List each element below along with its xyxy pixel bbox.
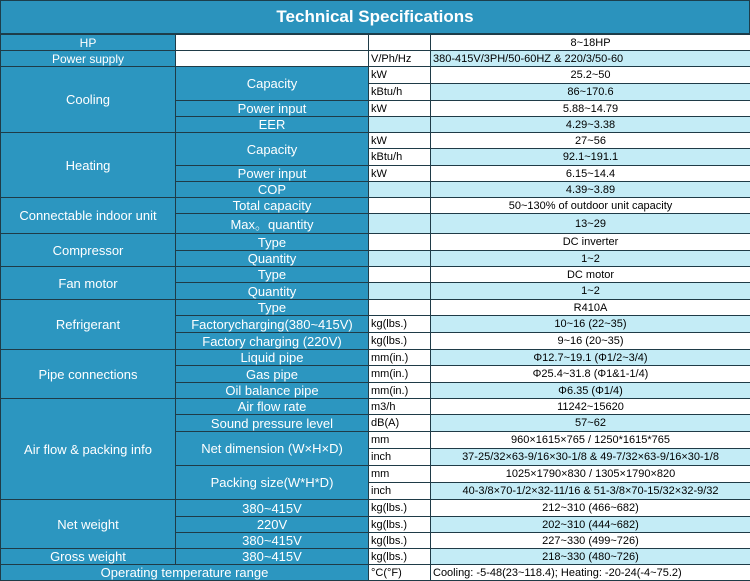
cooling-capacity-label: Capacity (176, 67, 369, 101)
liquid-pipe-label: Liquid pipe (176, 350, 369, 366)
table-row (1, 300, 750, 316)
value-cell: 37-25/32×63-9/16×30-1/8 & 49-7/32×63-9/16×30-1/8 (431, 449, 750, 466)
unit-cell: kW (369, 67, 431, 84)
table-row (1, 565, 750, 581)
unit-cell: kBtu/h (369, 84, 431, 101)
unit-cell: kg(lbs.) (369, 316, 431, 333)
table-row (1, 35, 750, 51)
net-weight-380-label: 380~415V (176, 500, 369, 517)
unit-cell: dB(A) (369, 415, 431, 432)
value-cell: 4.39~3.89 (431, 182, 750, 198)
table-row (1, 549, 750, 565)
fan-qty-label: Quantity (176, 283, 369, 300)
air-flow-rate-label: Air flow rate (176, 399, 369, 415)
oil-balance-pipe-label: Oil balance pipe (176, 383, 369, 399)
group-pipe-connections: Pipe connections (1, 350, 176, 399)
group-compressor: Compressor (1, 234, 176, 267)
group-gross-weight: Gross weight (1, 549, 176, 565)
table-row (1, 350, 750, 366)
group-heating: Heating (1, 133, 176, 198)
heating-power-input-label: Power input (176, 166, 369, 182)
value-cell: 92.1~191.1 (431, 149, 750, 166)
group-net-weight: Net weight (1, 500, 176, 549)
group-indoor-unit: Connectable indoor unit (1, 198, 176, 234)
total-capacity-label: Total capacity (176, 198, 369, 214)
factory-charging-380-label: Factorycharging(380~415V) (176, 316, 369, 333)
unit-cell: kg(lbs.) (369, 549, 431, 565)
heating-capacity-label: Capacity (176, 133, 369, 166)
gas-pipe-label: Gas pipe (176, 366, 369, 383)
table-row (1, 500, 750, 517)
net-dimension-label: Net dimension (W×H×D) (176, 432, 369, 466)
max-quantity-label: Max。quantity (176, 214, 369, 234)
value-cell: 5.88~14.79 (431, 101, 750, 117)
value-cell: Φ12.7~19.1 (Φ1/2~3/4) (431, 350, 750, 366)
compressor-type-label: Type (176, 234, 369, 251)
value-cell: 6.15~14.4 (431, 166, 750, 182)
value-cell: 227~330 (499~726) (431, 533, 750, 549)
cooling-power-input-label: Power input (176, 101, 369, 117)
value-cell: 27~56 (431, 133, 750, 149)
value-cell: Φ6.35 (Φ1/4) (431, 383, 750, 399)
table-row (1, 67, 750, 84)
unit-cell: kW (369, 101, 431, 117)
value-cell: 1~2 (431, 283, 750, 300)
row-label-power-supply: Power supply (1, 51, 176, 67)
table-row (1, 267, 750, 283)
group-refrigerant: Refrigerant (1, 300, 176, 350)
value-cell: 218~330 (480~726) (431, 549, 750, 565)
value-cell: 202~310 (444~682) (431, 517, 750, 533)
value-cell: 212~310 (466~682) (431, 500, 750, 517)
spec-table (0, 34, 750, 581)
unit-cell: kg(lbs.) (369, 333, 431, 350)
unit-cell: inch (369, 449, 431, 466)
row-label-operating-temp: Operating temperature range (1, 565, 369, 581)
unit-cell: kg(lbs.) (369, 500, 431, 517)
net-weight-380b-label: 380~415V (176, 533, 369, 549)
unit-cell: mm (369, 432, 431, 449)
factory-charging-220-label: Factory charging (220V) (176, 333, 369, 350)
group-cooling: Cooling (1, 67, 176, 133)
table-row (1, 198, 750, 214)
unit-cell: kg(lbs.) (369, 517, 431, 533)
packing-size-label: Packing size(W*H*D) (176, 466, 369, 500)
unit-cell: mm(in.) (369, 350, 431, 366)
value-cell: 1025×1790×830 / 1305×1790×820 (431, 466, 750, 483)
value-cell: 86~170.6 (431, 84, 750, 101)
value-cell: 57~62 (431, 415, 750, 432)
fan-type-label: Type (176, 267, 369, 283)
unit-cell: °C(°F) (369, 565, 431, 581)
net-weight-220-label: 220V (176, 517, 369, 533)
row-label-hp: HP (1, 35, 176, 51)
hp-value: 8~18HP (431, 35, 750, 51)
value-cell: 4.29~3.38 (431, 117, 750, 133)
unit-cell: kg(lbs.) (369, 533, 431, 549)
table-row (1, 133, 750, 149)
unit-cell: kW (369, 133, 431, 149)
power-supply-unit: V/Ph/Hz (369, 51, 431, 67)
table-row (1, 51, 750, 67)
unit-cell: kBtu/h (369, 149, 431, 166)
power-supply-value: 380-415V/3PH/50-60HZ & 220/3/50-60 (431, 51, 750, 67)
unit-cell: inch (369, 483, 431, 500)
page-title: Technical Specifications (0, 0, 750, 34)
value-cell: 11242~15620 (431, 399, 750, 415)
group-air-flow-packing: Air flow & packing info (1, 399, 176, 500)
sound-pressure-label: Sound pressure level (176, 415, 369, 432)
compressor-qty-label: Quantity (176, 251, 369, 267)
unit-cell: m3/h (369, 399, 431, 415)
value-cell: 1~2 (431, 251, 750, 267)
unit-cell: kW (369, 166, 431, 182)
table-row (1, 234, 750, 251)
value-cell: 10~16 (22~35) (431, 316, 750, 333)
refrigerant-type-label: Type (176, 300, 369, 316)
value-cell: R410A (431, 300, 750, 316)
value-cell: DC inverter (431, 234, 750, 251)
value-cell: DC motor (431, 267, 750, 283)
unit-cell: mm(in.) (369, 366, 431, 383)
value-cell: Cooling: -5-48(23~118.4); Heating: -20-24(-4~75.2) (431, 565, 750, 581)
unit-cell: mm(in.) (369, 383, 431, 399)
eer-label: EER (176, 117, 369, 133)
value-cell: 40-3/8×70-1/2×32-11/16 & 51-3/8×70-15/32×32-9/32 (431, 483, 750, 500)
value-cell: 50~130% of outdoor unit capacity (431, 198, 750, 214)
group-fan-motor: Fan motor (1, 267, 176, 300)
value-cell: 9~16 (20~35) (431, 333, 750, 350)
value-cell: 13~29 (431, 214, 750, 234)
cop-label: COP (176, 182, 369, 198)
value-cell: 960×1615×765 / 1250*1615*765 (431, 432, 750, 449)
table-row (1, 399, 750, 415)
value-cell: 25.2~50 (431, 67, 750, 84)
value-cell: Φ25.4~31.8 (Φ1&1-1/4) (431, 366, 750, 383)
gross-weight-380-label: 380~415V (176, 549, 369, 565)
unit-cell: mm (369, 466, 431, 483)
